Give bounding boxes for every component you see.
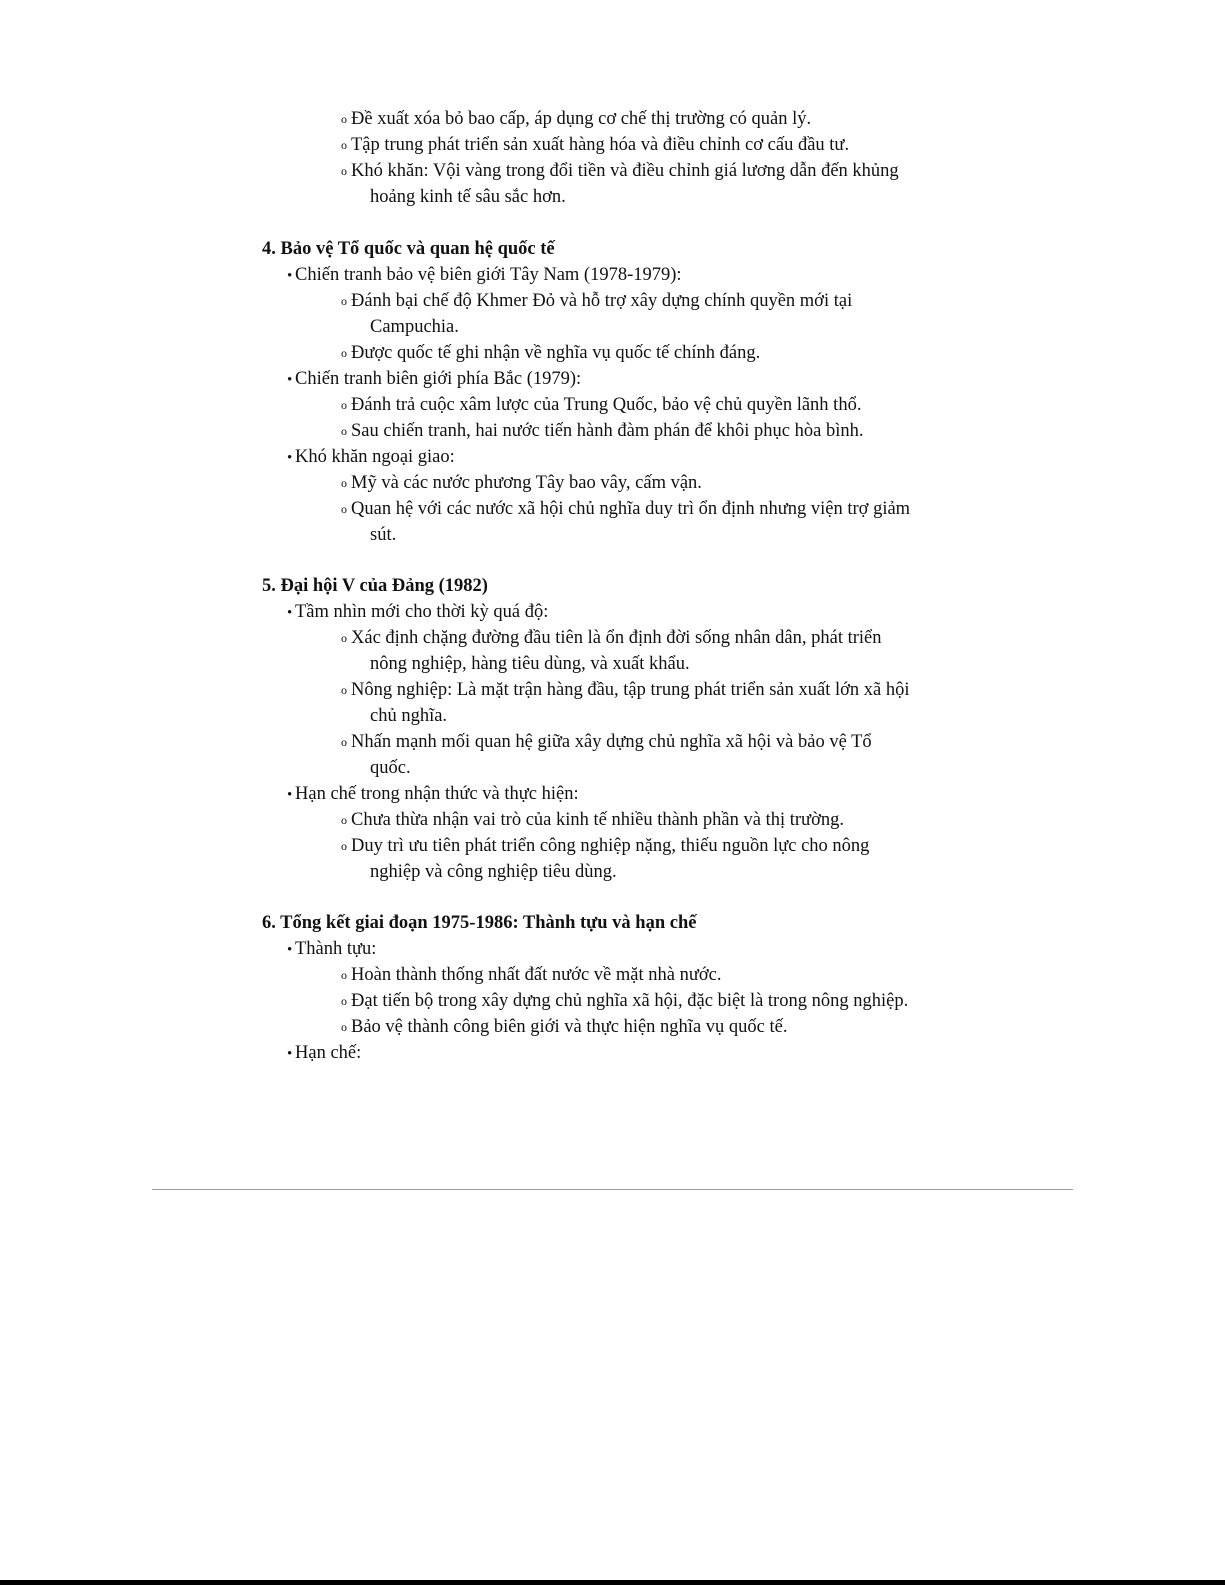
circle-bullet-icon: o — [341, 735, 347, 749]
bullet-dot-icon: • — [287, 1046, 293, 1062]
section-5-bullet-1-sub-1-continuation: nông nghiệp, hàng tiêu dùng, và xuất khẩu. — [370, 654, 690, 674]
section-5-bullet-2-sub-2: o Duy trì ưu tiên phát triển công nghiệp nặng, thiếu nguồn lực cho nông — [341, 833, 869, 859]
circle-bullet-icon: o — [341, 631, 347, 645]
section-6-heading: 6. Tổng kết giai đoạn 1975-1986: Thành tựu và hạn chế — [262, 913, 697, 933]
section-4-bullet-3: • Khó khăn ngoại giao: — [287, 444, 455, 471]
section-4-bullet-3-sub-2-continuation: sút. — [370, 525, 397, 545]
circle-bullet-icon: o — [341, 398, 347, 412]
circle-bullet-icon: o — [341, 476, 347, 490]
circle-bullet-icon: o — [341, 164, 347, 178]
circle-bullet-icon: o — [341, 424, 347, 438]
bullet-dot-icon: • — [287, 450, 293, 466]
circle-bullet-icon: o — [341, 346, 347, 360]
intro-item-2: o Tập trung phát triển sản xuất hàng hóa và điều chỉnh cơ cấu đầu tư. — [341, 132, 849, 158]
section-6-bullet-1-sub-3: o Bảo vệ thành công biên giới và thực hiện nghĩa vụ quốc tế. — [341, 1014, 787, 1040]
bullet-dot-icon: • — [287, 942, 293, 958]
circle-bullet-icon: o — [341, 813, 347, 827]
intro-item-3: o Khó khăn: Vội vàng trong đổi tiền và điều chỉnh giá lương dẫn đến khủng — [341, 158, 899, 184]
section-4-heading: 4. Bảo vệ Tổ quốc và quan hệ quốc tế — [262, 239, 555, 259]
section-5-heading: 5. Đại hội V của Đảng (1982) — [262, 576, 488, 596]
circle-bullet-icon: o — [341, 294, 347, 308]
bullet-dot-icon: • — [287, 605, 293, 621]
section-5-bullet-1-sub-1: o Xác định chặng đường đầu tiên là ổn định đời sống nhân dân, phát triển — [341, 625, 882, 651]
section-6-bullet-1-sub-1: o Hoàn thành thống nhất đất nước về mặt nhà nước. — [341, 962, 721, 988]
section-4-bullet-1-sub-2: o Được quốc tế ghi nhận về nghĩa vụ quốc tế chính đáng. — [341, 340, 760, 366]
bullet-dot-icon: • — [287, 268, 293, 284]
section-4-bullet-2-sub-1: o Đánh trả cuộc xâm lược của Trung Quốc, bảo vệ chủ quyền lãnh thổ. — [341, 392, 861, 418]
intro-item-3-continuation: hoảng kinh tế sâu sắc hơn. — [370, 187, 566, 207]
circle-bullet-icon: o — [341, 839, 347, 853]
section-4-bullet-2-sub-2: o Sau chiến tranh, hai nước tiến hành đàm phán để khôi phục hòa bình. — [341, 418, 864, 444]
circle-bullet-icon: o — [341, 138, 347, 152]
section-4-bullet-1-sub-1: o Đánh bại chế độ Khmer Đỏ và hỗ trợ xây dựng chính quyền mới tại — [341, 288, 852, 314]
section-5-bullet-1-sub-2: o Nông nghiệp: Là mặt trận hàng đầu, tập trung phát triển sản xuất lớn xã hội — [341, 677, 909, 703]
section-4-bullet-1: • Chiến tranh bảo vệ biên giới Tây Nam (1978-1979): — [287, 262, 682, 289]
section-4-bullet-2: • Chiến tranh biên giới phía Bắc (1979): — [287, 366, 581, 393]
section-5-bullet-2-sub-1: o Chưa thừa nhận vai trò của kinh tế nhiều thành phần và thị trường. — [341, 807, 844, 833]
circle-bullet-icon: o — [341, 968, 347, 982]
section-5-bullet-2: • Hạn chế trong nhận thức và thực hiện: — [287, 781, 579, 808]
section-4-bullet-1-sub-1-continuation: Campuchia. — [370, 317, 459, 337]
section-5-bullet-2-sub-2-continuation: nghiệp và công nghiệp tiêu dùng. — [370, 862, 617, 882]
section-6-bullet-2: • Hạn chế: — [287, 1040, 361, 1067]
page-bottom-edge — [0, 1580, 1225, 1585]
section-5-bullet-1-sub-3: o Nhấn mạnh mối quan hệ giữa xây dựng chủ nghĩa xã hội và bảo vệ Tổ — [341, 729, 872, 755]
circle-bullet-icon: o — [341, 1020, 347, 1034]
section-5-bullet-1-sub-3-continuation: quốc. — [370, 758, 411, 778]
section-5-bullet-1-sub-2-continuation: chủ nghĩa. — [370, 706, 448, 726]
section-5-bullet-1: • Tầm nhìn mới cho thời kỳ quá độ: — [287, 599, 548, 626]
circle-bullet-icon: o — [341, 112, 347, 126]
intro-item-1: o Đề xuất xóa bỏ bao cấp, áp dụng cơ chế thị trường có quản lý. — [341, 106, 811, 132]
section-4-bullet-3-sub-2: o Quan hệ với các nước xã hội chủ nghĩa duy trì ổn định nhưng viện trợ giảm — [341, 496, 910, 522]
circle-bullet-icon: o — [341, 502, 347, 516]
circle-bullet-icon: o — [341, 994, 347, 1008]
section-6-bullet-1: • Thành tựu: — [287, 936, 376, 963]
page-divider — [152, 1189, 1073, 1190]
section-6-bullet-1-sub-2: o Đạt tiến bộ trong xây dựng chủ nghĩa xã hội, đặc biệt là trong nông nghiệp. — [341, 988, 908, 1014]
circle-bullet-icon: o — [341, 683, 347, 697]
section-4-bullet-3-sub-1: o Mỹ và các nước phương Tây bao vây, cấm vận. — [341, 470, 702, 496]
bullet-dot-icon: • — [287, 372, 293, 388]
bullet-dot-icon: • — [287, 787, 293, 803]
